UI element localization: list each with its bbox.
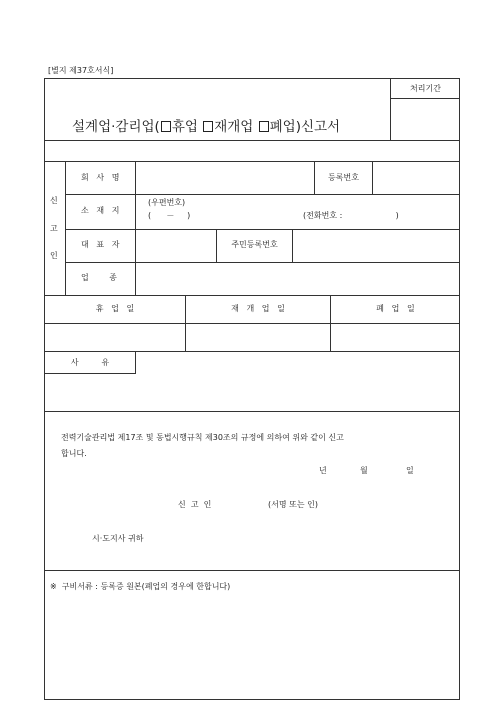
business-type-label: 업 종 [81, 273, 117, 282]
reporter-signature-label: 신 고 인 [178, 500, 212, 509]
closure-checkbox[interactable] [259, 121, 269, 132]
reporter-side-label-2: 고 [50, 224, 58, 233]
representative-field[interactable] [136, 230, 215, 261]
reporter-side-label-3: 인 [50, 251, 58, 260]
representative-label: 대 표 자 [81, 240, 120, 249]
resumption-date-field[interactable] [186, 324, 329, 350]
date-month-label: 월 [360, 466, 368, 475]
declaration-line-1: 전력기술관리법 제17조 및 동법시행규칙 제30조의 규정에 의하여 위와 같이 신고 [61, 433, 344, 442]
postal-code-value[interactable]: ( － ) [148, 211, 191, 220]
closure-date-field[interactable] [331, 324, 459, 350]
title-opt-suspension: 휴업 [171, 119, 203, 135]
title-opt-closure: 폐업)신고서 [269, 119, 341, 135]
phone-label: (전화번호 : ) [303, 211, 399, 220]
resident-no-label: 주민등록번호 [231, 240, 278, 249]
resident-no-field[interactable] [293, 230, 459, 261]
addressee: 시·도지사 귀하 [92, 534, 144, 543]
address-label: 소 재 지 [81, 206, 120, 215]
resumption-date-label: 재 개 업 일 [231, 304, 285, 313]
suspension-date-field[interactable] [45, 324, 184, 350]
processing-period-label: 처리기간 [410, 84, 441, 93]
registration-no-label: 등록번호 [328, 173, 359, 182]
business-type-field[interactable] [136, 263, 459, 294]
reporter-side-label-1: 신 [50, 196, 58, 205]
signature-or-seal-label: (서명 또는 인) [268, 500, 318, 509]
declaration-line-2: 합니다. [61, 449, 87, 458]
required-documents-note: ※ 구비서류 : 등록증 원본(폐업의 경우에 한합니다) [50, 582, 231, 591]
title-opt-resumption: 재개업 [214, 119, 258, 135]
reason-label: 사 유 [70, 358, 110, 367]
date-day-label: 일 [406, 466, 414, 475]
postal-code-label: (우편번호) [148, 198, 186, 207]
registration-no-field[interactable] [373, 162, 459, 193]
reason-field[interactable] [45, 374, 459, 410]
closure-date-label: 폐 업 일 [376, 304, 415, 313]
suspension-checkbox[interactable] [161, 121, 171, 132]
suspension-date-label: 휴 업 일 [95, 304, 135, 313]
title-prefix: 설계업·감리업( [72, 119, 160, 135]
company-name-field[interactable] [136, 162, 313, 193]
form-title [72, 115, 340, 135]
resumption-checkbox[interactable] [203, 121, 213, 132]
form-number: [별지 제37호서식] [48, 66, 114, 75]
date-year-label: 년 [319, 466, 327, 475]
company-name-label: 회 사 명 [81, 173, 120, 182]
processing-period-value[interactable] [391, 99, 459, 139]
